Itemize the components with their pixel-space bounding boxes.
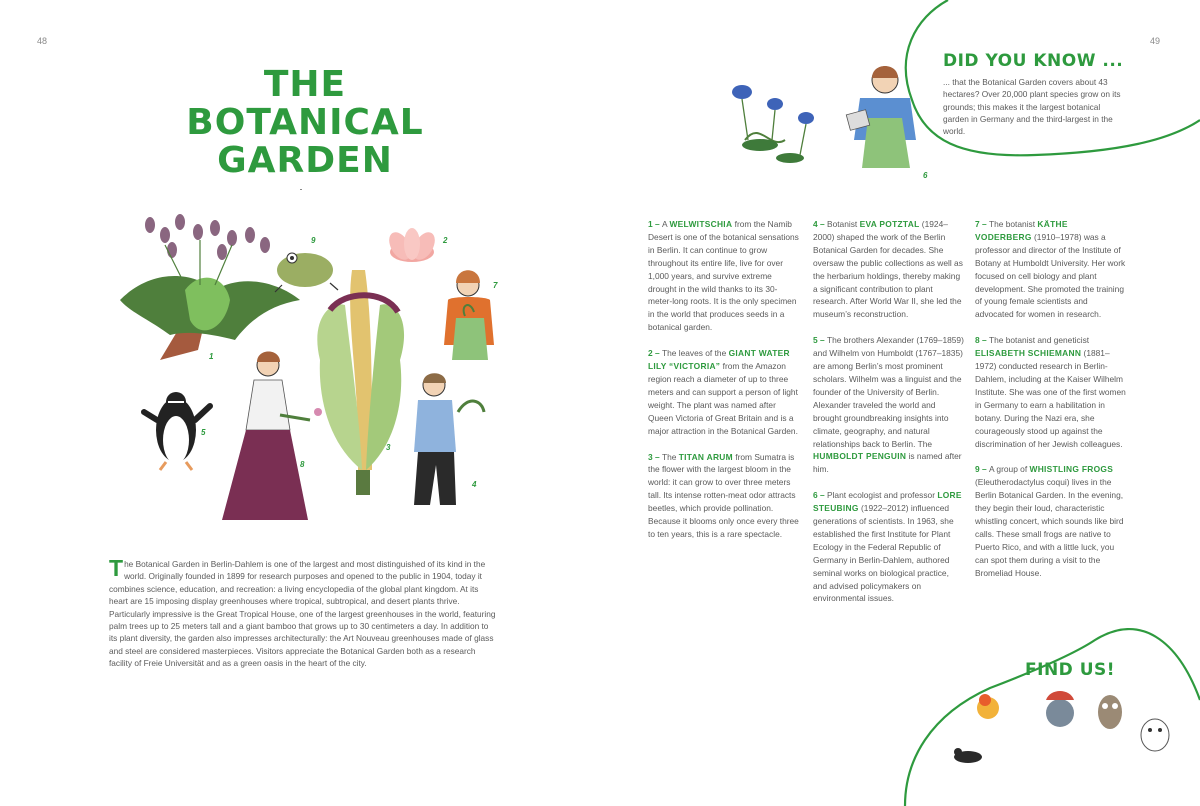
illus-number-4: 4 [472,480,477,489]
entries-column-2 [813,218,965,618]
entry-text-pre: A group of [988,464,1030,475]
entry-highlight: ELISABETH SCHIEMANN [975,348,1082,359]
did-you-know-text: ... that the Botanical Garden covers about 43 hectares? Over 20,000 plant species grow on its grounds; this makes it the largest botanical garden in Germany and the third-largest in the world. [943,77,1121,137]
entry-2: 2 – The leaves of the GIANT WATER LILY “VICTORIA” from the Amazon region reach a diameter of up to three meters and can support a person of light weight. The plant was named after Queen Victoria of Great Britain and is a major attraction in the Botanical Garden. [648,348,798,436]
entry-highlight: EVA POTZTAL [859,219,920,229]
entry-number: 4 [813,219,818,229]
titan-arum-illustration [317,270,404,495]
entry-text-pre: The leaves of the [661,348,729,359]
entry-text-pre: The [661,451,679,462]
entry-4: 4 – Botanist EVA POTZTAL (1924–2000) shaped the work of the Berlin Botanical Garden for decades. She oversaw the public collections as well as the herbarium holdings, thereby making a significant contribution to plant research. After World War II, she led the museum’s reconstruction. [813,219,963,320]
entry-5: 5 – The brothers Alexander (1769–1859) and Wilhelm von Humboldt (1767–1835) are among Berlin’s most prominent scholars. Wilhelm was a linguist and the founder of the University of Berlin. Alexander traveled the world and brought groundbreaking insights into climate, geography, and natural relationships back to Berlin. The HUMBOLDT PENGUIN is named after him. [813,335,964,475]
title-line-2: BOTANICAL [186,102,424,143]
entry-1: 1 – A WELWITSCHIA from the Namib Desert is one of the botanical sensations in Berlin. It can continue to grow throughout its entire life, live for over 1,000 years, and survive extreme drought in the wild thanks to its 30-meter-long roots. It is the only specimen in the world that produces seeds in a botanical garden. [648,219,799,333]
entry-highlight: WELWITSCHIA [669,219,733,229]
illus-number-2: 2 [443,236,448,245]
welwitschia-illustration [120,214,300,360]
entry-text-post: (1922–2012) influenced generations of scientists. In 1963, she established the first Institute for Plant Ecology in the Federal Republic of Germany in Berlin-Dahlem, authored seminal works on biological practice, and advised policymakers on environmental issues. [813,503,954,604]
entry-text-pre: Plant ecologist and professor [826,490,938,501]
woman-purple-skirt-illustration [222,352,322,521]
entry-text-pre: The botanist [988,219,1038,229]
entry-text-post: from Sumatra is the flower with the largest bloom in the world: it can grow to over three meters tall. Its intense rotten-meat odor attracts beetles, which provide pollination. Because it blooms only once every three to ten years, this is a rare spectacle. [648,451,799,539]
lotus-flower-illustration [385,228,440,263]
scientist-with-clipboard-illustration [846,66,916,168]
entry-text-pre: A [661,219,670,229]
title-line-3: GARDEN [217,140,393,181]
entry-text-pre: The brothers Alexander (1769–1859) and Wilhelm von Humboldt (1767–1835) are among Berlin’s most prominent scholars. Wilhelm was a linguist and the founder of the University of Berlin. Alexander traveled the world and brought groundbreaking insights into climate, geography, and natural relationships back to Berlin. The [813,335,964,449]
entry-text-post: is named after him. [813,451,962,475]
frog-illustration [275,253,338,292]
entry-3: 3 – The TITAN ARUM from Sumatra is the flower with the largest bloom in the world: it can grow to over three meters tall. Its intense rotten-meat odor attracts beetles, which provide pollination. Because it blooms only once every three to ten years, this is a rare spectacle. [648,451,799,539]
entry-6: 6 – Plant ecologist and professor LORE STEUBING (1922–2012) influenced generations of scientists. In 1963, she established the first Institute for Plant Ecology in the Federal Republic of Germany in Berlin-Dahlem, authored seminal works on biological practice, and advised policymakers on environmental issues. [813,490,962,604]
page-number-right: 49 [1150,36,1161,46]
entry-text-post: from the Amazon region reach a diameter of up to three meters and can support a person of light weight. The plant was named after Queen Victoria of Great Britain and is a major attraction in the Botanical Garden. [648,361,798,436]
page-number-left: 48 [37,36,48,46]
illus-number-3: 3 [386,443,391,452]
entries-column-1 [648,218,800,554]
illus-number-5: 5 [201,428,206,437]
intro-paragraph [109,555,497,670]
did-you-know-title: DID YOU KNOW ... [943,51,1124,71]
entry-highlight: HUMBOLDT PENGUIN [813,451,907,462]
intro-dropcap: T [109,555,124,581]
entry-number: 6 [813,490,818,501]
entry-number: 8 [975,335,980,346]
blue-flowers-illustration [732,85,814,163]
intro-text: he Botanical Garden in Berlin-Dahlem is one of the largest and most distinguished of its kind in the world. Originally founded in 1899 for research purposes and opened to the public in 1904, today it combines science, education, and recreation: a living encyclopedia of the global plant kingdom. At its heart are 15 imposing display greenhouses where tropical, subtropical, and desert plants thrive. Particularly impressive is the Great Tropical House, one of the largest greenhouses in the world, featuring palm trees up to 25 meters tall and a giant bamboo that grows up to 30 centimeters a day. In addition to its plant diversity, the garden also impresses architecturally: the Art Nouveau greenhouses made of glass and steel are considered masterpieces. Visitors appreciate the Botanical Garden both as a research facility of Freie Universität and as a green oasis in the heart of the city. [109,559,496,669]
entry-text-post: (1910–1978) was a professor and director of the Institute of Botany at Humboldt University. Her work focused on cell biology and plant development. She promoted the training of young female scientists and advocated for women in research. [975,231,1126,320]
title-line-1: THE [263,64,347,105]
title-tick [300,189,302,190]
entry-highlight: TITAN ARUM [678,451,733,462]
entry-highlight: LORE STEUBING [813,490,962,514]
entry-7: 7 – The botanist KÄTHE VODERBERG (1910–1978) was a professor and director of the Institute of Botany at Humboldt University. Her work focused on cell biology and plant development. She promoted the training of young female scientists and advocated for women in research. [975,219,1126,320]
entry-text-post: (1881–1972) conducted research in Berlin-Dahlem, including at the Kaiser Wilhelm Institute. She was one of the first women in Germany to earn a habilitation in botany. During the Nazi era, she courageously stood up against the discrimination of her Jewish colleagues. [975,348,1126,449]
entry-number: 5 [813,335,818,346]
entry-9: 9 – A group of WHISTLING FROGS (Eleutherodactylus coqui) lives in the Berlin Botanical Garden. In the evening, they begin their loud, characteristic whistling concert, which sounds like bird calls. These small frogs are native to Puerto Rico, and with a little luck, you can spot them during a visit to the Bromeliad House. [975,464,1124,578]
illus-number-7: 7 [493,281,498,290]
find-us-characters [954,691,1169,763]
entry-highlight: KÄTHE VODERBERG [975,219,1068,242]
entry-8: 8 – The botanist and geneticist ELISABETH SCHIEMANN (1881–1972) conducted research in Berlin-Dahlem, including at the Kaiser Wilhelm Institute. She was one of the first women in Germany to earn a habilitation in botany. During the Nazi era, she courageously stood up against the discrimination of her Jewish colleagues. [975,335,1126,449]
entry-number: 3 [648,451,653,462]
entry-text-post: (1924–2000) shaped the work of the Berlin Botanical Garden for decades. She oversaw the public collections as well as the herbarium holdings, thereby making a significant contribution to plant research. After World War II, she led the museum’s reconstruction. [813,219,963,320]
entry-text-post: (Eleutherodactylus coqui) lives in the Berlin Botanical Garden. In the evening, they begin their loud, characteristic whistling concert, which sounds like bird calls. These small frogs are native to Puerto Rico, and with a little luck, you can spot them during a visit to the Bromeliad House. [975,477,1124,578]
woman-with-plant-illustration [444,270,494,360]
entry-number: 7 [975,219,980,229]
illus-number-8: 8 [300,460,305,469]
entry-text-pre: Botanist [826,219,860,229]
entry-text-pre: The botanist and geneticist [988,335,1090,346]
entry-number: 9 [975,464,980,475]
illus-number-9: 9 [311,236,316,245]
entry-number: 2 [648,348,653,359]
entries-column-3 [975,218,1127,593]
illus-number-6: 6 [923,171,928,180]
entry-highlight: GIANT WATER LILY “VICTORIA” [648,348,790,372]
entry-number: 1 [648,219,653,229]
find-us-title: FIND US! [1025,660,1115,680]
illus-number-1: 1 [209,352,214,361]
entry-highlight: WHISTLING FROGS [1029,464,1114,475]
page-title [180,66,430,180]
entry-text-post: from the Namib Desert is one of the botanical sensations in Berlin. It can continue to grow throughout its entire life, live for over 1,000 years, and survive extreme drought in the wild thanks to its 30-meter-long roots. It is the only specimen in the world that produces seeds in a botanical garden. [648,219,799,333]
